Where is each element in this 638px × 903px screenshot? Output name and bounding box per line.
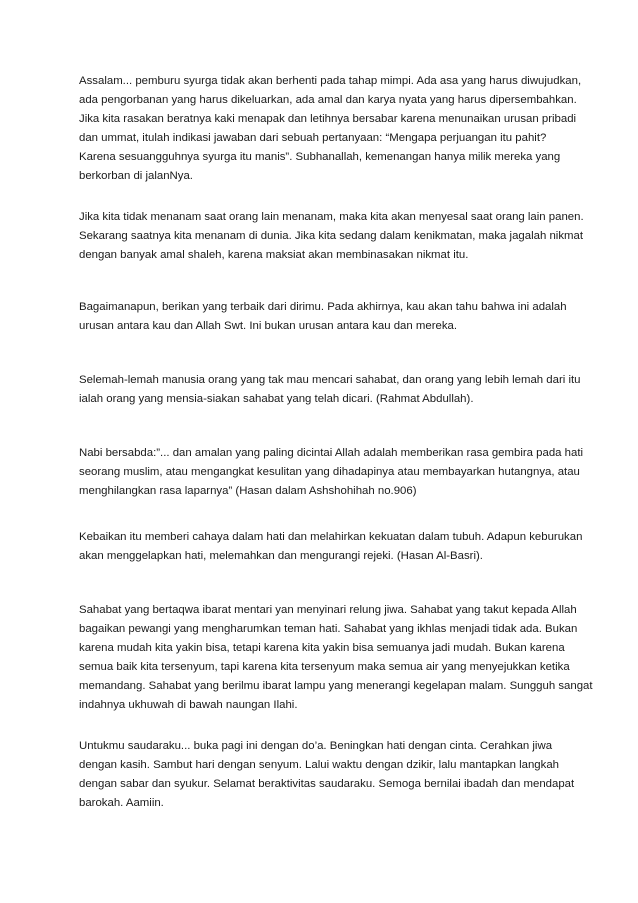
text-line: Untukmu saudaraku... buka pagi ini dengan do’a. Beningkan hati dengan cinta. Cerahkan jiwa xyxy=(79,740,553,752)
text-line: Jika kita rasakan beratnya kaki menapak dan letihnya bersabar karena menunaikan urusan pribadi xyxy=(79,113,577,125)
text-line: semua baik kita tersenyum, tapi karena kita tersenyum maka semua air yang menyejukkan ketika xyxy=(79,661,570,673)
text-line: seorang muslim, atau mengangkat kesulitan yang dihadapinya atau membayarkan hutangnya, atau xyxy=(79,466,580,478)
text-line: urusan antara kau dan Allah Swt. Ini bukan urusan antara kau dan mereka. xyxy=(79,320,458,332)
text-line: barokah. Aamiin. xyxy=(79,797,164,809)
paragraph-terbaik xyxy=(79,298,569,336)
paragraph-untukmu-saudaraku xyxy=(79,737,575,813)
text-line: Assalam... pemburu syurga tidak akan berhenti pada tahap mimpi. Ada asa yang harus diwujudkan, xyxy=(79,75,582,87)
text-line: Nabi bersabda:”... dan amalan yang paling dicintai Allah adalah memberikan rasa gembira pada hati xyxy=(79,447,584,459)
text-line: dengan banyak amal shaleh, karena maksiat akan membinasakan nikmat itu. xyxy=(79,249,469,261)
paragraph-nabi-bersabda xyxy=(79,444,584,501)
text-line: Bagaimanapun, berikan yang terbaik dari dirimu. Pada akhirnya, kau akan tahu bahwa ini adalah xyxy=(79,301,567,313)
text-line: berkorban di jalanNya. xyxy=(79,170,193,182)
text-line: dengan kasih. Sambut hari dengan senyum. Lalui waktu dengan dzikir, lalu mantapkan langkah xyxy=(79,759,559,771)
paragraph-sahabat-bertaqwa xyxy=(79,601,593,715)
text-line: dengan sabar dan syukur. Selamat beraktivitas saudaraku. Semoga bernilai ibadah dan mendapat xyxy=(79,778,575,790)
text-line: menghilangkan rasa laparnya” (Hasan dalam Ashshohihah no.906) xyxy=(79,485,417,497)
text-line: indahnya ukhuwah di bawah naungan Ilahi. xyxy=(79,699,298,711)
text-line: Sahabat yang bertaqwa ibarat mentari yan menyinari relung jiwa. Sahabat yang takut kepada Allah xyxy=(79,604,577,616)
text-line: ialah orang yang mensia-siakan sahabat yang telah dicari. (Rahmat Abdullah). xyxy=(79,393,474,405)
text-line: dan ummat, itulah indikasi jawaban dari sebuah pertanyaan: “Mengapa perjuangan itu pahit? xyxy=(79,132,547,144)
text-line: Jika kita tidak menanam saat orang lain menanam, maka kita akan menyesal saat orang lain panen. xyxy=(79,211,584,223)
text-line: bagaikan pewangi yang mengharumkan teman hati. Sahabat yang ikhlas menjadi tidak ada. Bukan xyxy=(79,623,578,635)
text-line: Sekarang saatnya kita menanam di dunia. Jika kita sedang dalam kenikmatan, maka jagalah nikmat xyxy=(79,230,584,242)
text-line: Karena sesuangguhnya syurga itu manis”. Subhanallah, kemenangan hanya milik mereka yang xyxy=(79,151,561,163)
text-line: ada pengorbanan yang harus dikeluarkan, ada amal dan karya nyata yang harus dipersembahkan. xyxy=(79,94,577,106)
paragraph-kebaikan xyxy=(79,528,583,566)
text-line: memandang. Sahabat yang berilmu ibarat lampu yang menerangi kegelapan malam. Sungguh sangat xyxy=(79,680,593,692)
paragraph-sahabat-rahmat xyxy=(79,371,581,409)
paragraph-pemburu-syurga xyxy=(79,72,582,186)
paragraph-menanam xyxy=(79,208,584,265)
text-line: karena mudah kita yakin bisa, tetapi karena kita yakin bisa semuanya jadi mudah. Bukan karena xyxy=(79,642,565,654)
text-line: Selemah-lemah manusia orang yang tak mau mencari sahabat, dan orang yang lebih lemah dari itu xyxy=(79,374,581,386)
text-line: Kebaikan itu memberi cahaya dalam hati dan melahirkan kekuatan dalam tubuh. Adapun keburukan xyxy=(79,531,583,543)
text-line: akan menggelapkan hati, melemahkan dan mengurangi rejeki. (Hasan Al-Basri). xyxy=(79,550,483,562)
